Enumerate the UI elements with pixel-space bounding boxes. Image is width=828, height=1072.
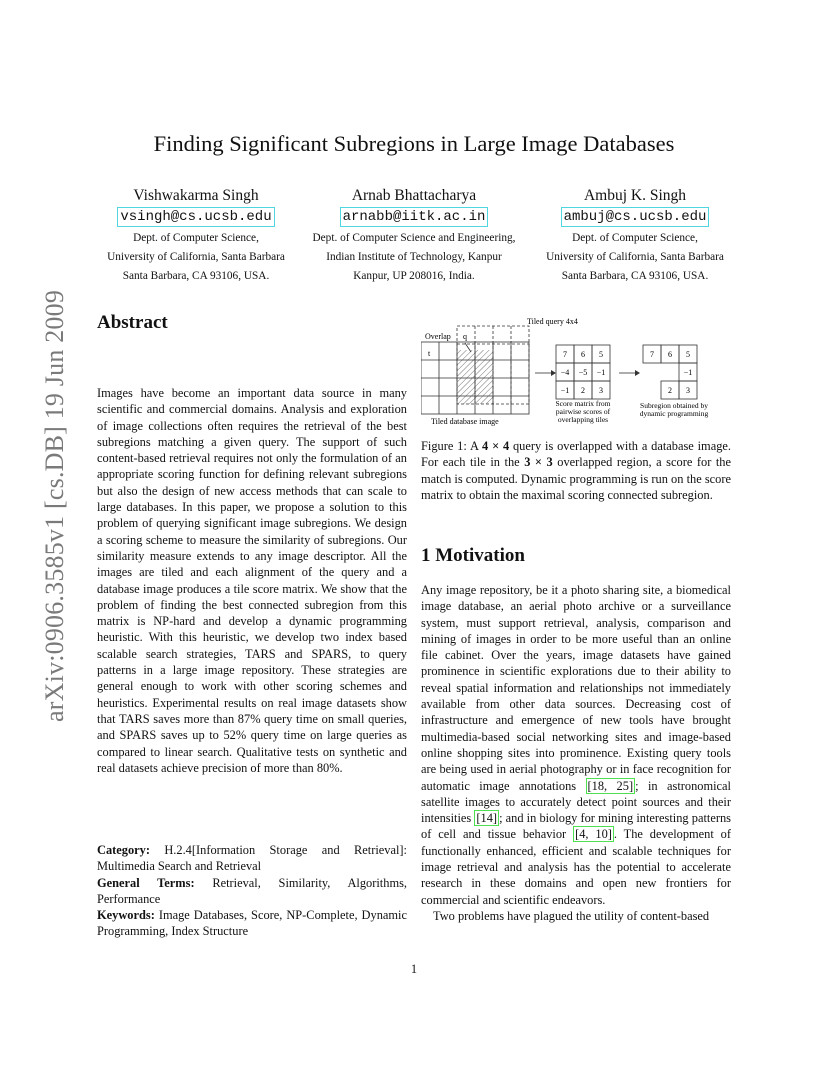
matrix-value: 2 xyxy=(581,386,585,395)
caption-text: overlapped region, a score for the match is computed. Dynamic programming is run on the score matrix to obtain the maximal scoring connected subregion. xyxy=(421,455,731,502)
caption-region-size: 3 × 3 xyxy=(524,455,553,470)
matrix-value: 6 xyxy=(581,350,585,359)
caption-query-size: 4 × 4 xyxy=(482,439,510,453)
arrow-head-icon xyxy=(551,370,556,376)
author-affiliation-line: Santa Barbara, CA 93106, USA. xyxy=(561,270,709,282)
citation-link[interactable]: [4, 10] xyxy=(575,827,612,842)
author-affiliation-line: University of California, Santa Barbara xyxy=(546,251,724,263)
keywords-label: Keywords: xyxy=(97,908,155,923)
motivation-heading: 1 Motivation xyxy=(421,545,525,566)
motivation-body xyxy=(421,582,731,924)
page-number: 1 xyxy=(410,962,418,976)
matrix-value: 6 xyxy=(668,350,672,359)
matrix-value: 2 xyxy=(668,386,672,395)
subregion-label: Subregion obtained by xyxy=(640,401,708,410)
paragraph-text: Any image repository, be it a photo sharing site, a biomedical image database, an aerial photo archive or a surveillance system, must support retrieval, analysis, comparison and mining of images in order to be more useful than an online file cabinet. Over the years, image datasets have gained prominence in scientific explorations due to their ability to reveal spatial information and relationships not immediately available from other data sources. Decreasing cost of infrastructure and emergence of new tools have brought multimedia-based social networking sites and image-based online shopping sites into prominence. Existing query tools are being used in aerial photography or in face recognition for automatic image annotations xyxy=(421,583,731,793)
query-tile-label: q xyxy=(463,332,467,341)
author-name: Ambuj K. Singh xyxy=(583,187,687,204)
paragraph-text: ; in astronomical satellite images to accurately detect point sources and their intensities xyxy=(421,778,731,826)
caption-text: Figure 1: A xyxy=(421,439,483,453)
author-2 xyxy=(298,186,530,286)
score-matrix xyxy=(556,345,610,399)
author-email-link[interactable]: vsingh@cs.ucsb.edu xyxy=(117,207,274,227)
abstract-text: Images have become an important data source in many scientific and commercial domains. Analysis and exploration of image collections often requires the retrieval of the best subregions matching a given query. The support of such content-based retrieval requires not only the formulation of an appropriate scoring function for defining relevant subregions but also the design of new access methods that can scale to large databases. In this paper, we propose a solution to this problem of querying significant image subregions. We design a scoring scheme to measure the similarity of subregions. Our similarity measure extends to any image descriptor. All the images are tiled and each alignment of the query and a database image produces a tile score matrix. We show that the problem of finding the best connected subregion from this matrix is NP-hard and develop a dynamic programming heuristic. With this heuristic, we develop two index based scalable search strategies, TARS and SPARS, to query patterns in a large image repository. These strategies are general enough to work with other scoring schemes and heuristics. Experimental results on real image datasets show that TARS saves more than 87% query time on small queries, and SPARS saves up to 52% query time on large queries as compared to linear search. Qualitative tests on synthetic and real datasets achieve precision of more than 80%. xyxy=(97,386,407,775)
matrix-value: 3 xyxy=(599,386,603,395)
author-affiliation-line: Santa Barbara, CA 93106, USA. xyxy=(122,270,270,282)
author-name: Arnab Bhattacharya xyxy=(351,187,477,204)
motivation-paragraph-2: Two problems have plagued the utility of content-based xyxy=(433,908,710,923)
category-line xyxy=(97,842,407,875)
matrix-value: −4 xyxy=(560,368,570,377)
category-value: H.2.4[Information Storage and Retrieval]: Multimedia Search and Retrieval xyxy=(97,843,407,874)
arxiv-stamp xyxy=(4,289,69,722)
author-name: Vishwakarma Singh xyxy=(133,187,259,204)
matrix-value: 5 xyxy=(686,350,690,359)
matrix-value: −1 xyxy=(596,368,606,377)
paper-metadata xyxy=(97,842,407,940)
overlap-label: Overlap xyxy=(425,332,451,341)
keywords-line xyxy=(97,907,407,940)
general-terms-label: General Terms: xyxy=(97,875,195,890)
citation-link[interactable]: [18, 25] xyxy=(587,778,634,793)
motivation-paragraph-1 xyxy=(421,582,731,908)
database-tile-label: t xyxy=(428,349,431,358)
author-1 xyxy=(80,186,312,286)
figure-1-diagram xyxy=(421,316,731,426)
database-label: Tiled database image xyxy=(431,417,499,426)
paper-title: Finding Significant Subregions in Large Image Databases xyxy=(153,131,675,156)
score-matrix-label: Score matrix from xyxy=(555,399,611,408)
citation-link[interactable]: [14] xyxy=(476,811,498,826)
category-label: Category: xyxy=(97,843,150,857)
author-affiliation-line: Indian Institute of Technology, Kanpur xyxy=(326,251,502,263)
matrix-value: 7 xyxy=(563,350,567,359)
matrix-value: −1 xyxy=(560,386,570,395)
author-affiliation-line: Dept. of Computer Science, xyxy=(133,232,259,244)
abstract-heading: Abstract xyxy=(97,312,168,333)
matrix-value: −5 xyxy=(578,368,588,377)
matrix-value: 3 xyxy=(686,386,690,395)
general-terms-value: Retrieval, Similarity, Algorithms, Performance xyxy=(97,875,407,906)
keywords-value: Image Databases, Score, NP-Complete, Dynamic Programming, Index Structure xyxy=(97,908,407,939)
author-email-link[interactable]: ambuj@cs.ucsb.edu xyxy=(561,207,710,227)
figure-1-caption xyxy=(421,438,731,503)
author-3 xyxy=(519,186,751,286)
author-email-link[interactable]: arnabb@iitk.ac.in xyxy=(340,207,489,227)
matrix-value: 7 xyxy=(650,350,654,359)
author-affiliation-line: Kanpur, UP 208016, India. xyxy=(353,270,475,282)
arxiv-identifier: arXiv:0906.3585v1 [cs.DB] 19 Jun 2009 xyxy=(40,289,69,722)
subregion-label: dynamic programming xyxy=(639,409,709,418)
general-terms-line xyxy=(97,875,407,908)
paragraph-text: . The development of functionally enhanced, efficient and scalable techniques for image retrieval and analysis has the potential to accelerate research in these domains and open new frontiers for commercial and scientific endeavors. xyxy=(421,827,731,907)
paragraph-text: ; and in biology for mining interesting patterns of cell and tissue behavior xyxy=(421,811,731,842)
author-affiliation-line: Dept. of Computer Science, xyxy=(572,232,698,244)
author-affiliation-line: Dept. of Computer Science and Engineering, xyxy=(312,232,516,244)
tiled-query-label: Tiled query 4x4 xyxy=(527,317,578,326)
caption-text: query is overlapped with a database image. For each tile in the xyxy=(421,439,731,470)
subregion-matrix xyxy=(643,345,697,399)
author-affiliation-line: University of California, Santa Barbara xyxy=(107,251,285,263)
score-matrix-label: overlapping tiles xyxy=(557,415,609,424)
abstract-body xyxy=(97,385,407,776)
matrix-value: 5 xyxy=(599,350,603,359)
score-matrix-label: pairwise scores of xyxy=(555,407,611,416)
matrix-value: −1 xyxy=(683,368,693,377)
arrow-head-icon xyxy=(635,370,640,376)
